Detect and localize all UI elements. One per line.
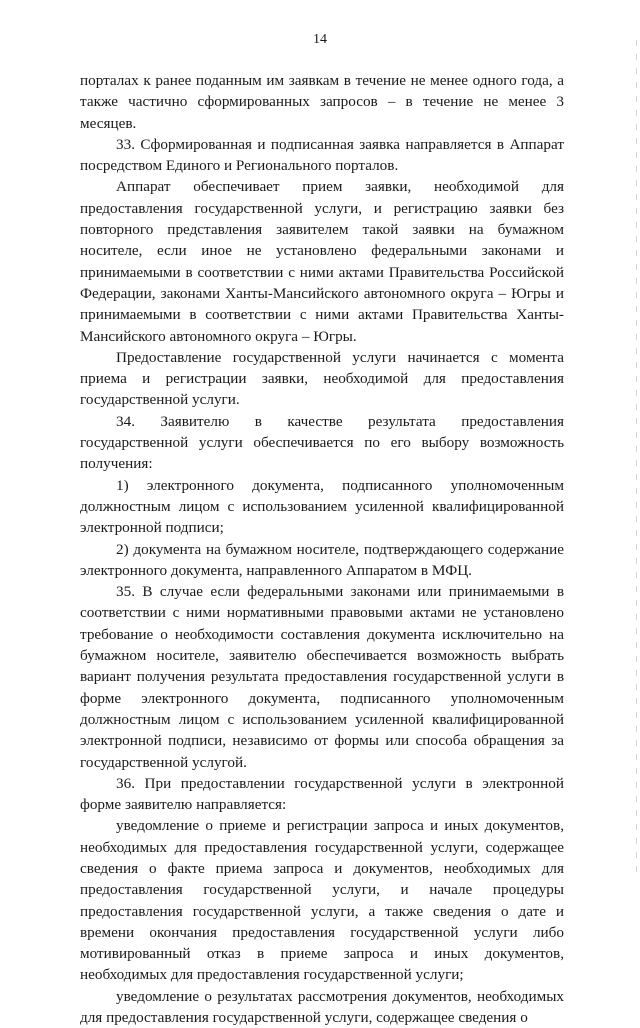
paragraph-apparatus-reception: Аппарат обеспечивает прием заявки, необходимой для предоставления государственной услуги, и регистрацию заявки без повторного представления заявителем такой заявки на бумажном носителе, если иное не установлено федеральными законами и принимаемыми в соответствии с ними актами Правительства Российской Федерации, законами Ханты-Мансийского автономного округа – Югры и принимаемыми в соответствии с ними актами Правительства Ханты-Мансийского автономного округа – Югры. <box>80 178 564 345</box>
paragraph-item-34-option-2: 2) документа на бумажном носителе, подтверждающего содержание электронного документа, направленного Аппаратом в МФЦ. <box>80 540 564 579</box>
paragraph-item-34: 34. Заявителю в качестве результата предоставления государственной услуги обеспечивается по его выбору возможность получения: <box>80 412 564 473</box>
paragraph-item-34-option-1: 1) электронного документа, подписанного уполномоченным должностным лицом с использованием усиленной квалифицированной электронной подписи; <box>80 476 564 537</box>
paragraph-item-36: 36. При предоставлении государственной услуги в электронной форме заявителю направляется: <box>80 774 564 814</box>
paragraph-continuation: порталах к ранее поданным им заявкам в течение не менее одного года, а также частично сформированных запросов – в течение не менее 3 месяцев. <box>80 72 564 132</box>
document-body <box>80 70 564 1028</box>
paragraph-item-35: 35. В случае если федеральными законами или принимаемыми в соответствии с ними нормативными правовыми актами не установлено требование о необходимости составления документа исключительно на бумажном носителе, заявителю обеспечивается возможность выбрать вариант получения результата предоставления государственной услуги в форме электронного документа, подписанного уполномоченным должностным лицом с использованием усиленной квалифицированной электронной подписи, независимо от формы или способа обращения за государственной услугой. <box>80 583 564 771</box>
paragraph-item-33: 33. Сформированная и подписанная заявка направляется в Аппарат посредством Единого и Регионального порталов. <box>80 135 564 175</box>
paragraph-service-start: Предоставление государственной услуги начинается с момента приема и регистрации заявки, необходимой для предоставления государственной услуги. <box>80 348 564 409</box>
paragraph-notification-receipt: уведомление о приеме и регистрации запроса и иных документов, необходимых для предоставления государственной услуги, содержащее сведения о факте приема запроса и документов, необходимых для предоставления государственной услуги, и начале процедуры предоставления государственной услуги, а также сведения о дате и времени окончания предоставления государственной услуги либо мотивированный отказ в приеме запроса и иных документов, необходимых для предоставления государственной услуги; <box>80 817 564 984</box>
paragraph-notification-results: уведомление о результатах рассмотрения документов, необходимых для предоставления государственной услуги, содержащее сведения о <box>80 987 564 1027</box>
page-number: 14 <box>313 32 327 47</box>
scan-edge-mark <box>636 40 637 880</box>
